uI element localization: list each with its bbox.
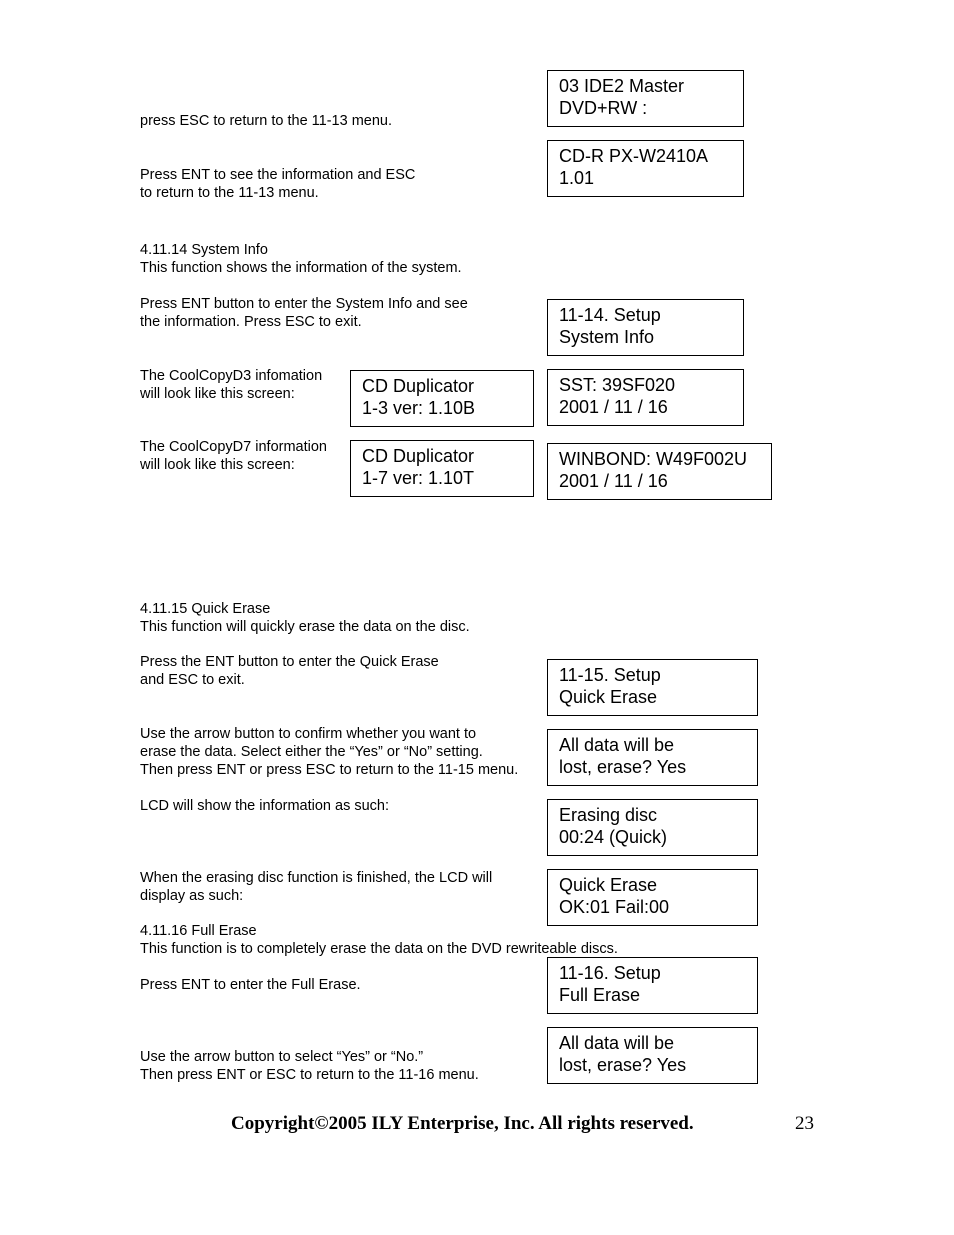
lcd-line: Erasing disc <box>559 805 658 825</box>
text-line: Press the ENT button to enter the Quick Erase <box>140 654 439 670</box>
text-line: Then press ENT or ESC to return to the 11-16 menu. <box>140 1067 479 1083</box>
lcd-line: 11-15. Setup <box>559 665 661 685</box>
text-line: erase the data. Select either the “Yes” or “No” setting. <box>140 744 483 760</box>
lcd-line: Quick Erase <box>559 686 658 707</box>
lcd-line: CD Duplicator <box>362 376 475 396</box>
lcd-line: OK:01 Fail:00 <box>559 896 670 917</box>
lcd-screen-setup-full-erase <box>547 957 758 1014</box>
section-heading: 4.11.16 Full Erase <box>140 923 257 939</box>
lcd-screen-setup-system-info <box>547 299 744 356</box>
section-heading: 4.11.15 Quick Erase <box>140 601 271 617</box>
text-line: the information. Press ESC to exit. <box>140 314 362 330</box>
section-heading: 4.11.14 System Info <box>140 242 268 258</box>
instruction-quick-erase-confirm <box>140 725 518 779</box>
text-line: LCD will show the information as such: <box>140 798 390 814</box>
lcd-line: lost, erase? Yes <box>559 1054 687 1075</box>
lcd-screen-quick-erase-confirm <box>547 729 758 786</box>
lcd-screen-quick-erase-result <box>547 869 758 926</box>
note-coolcopy-d7 <box>140 438 327 474</box>
lcd-line: WINBOND: W49F002U <box>559 449 748 469</box>
text-line: will look like this screen: <box>140 457 295 473</box>
text-line: press ESC to return to the 11-13 menu. <box>140 113 393 129</box>
text-line: will look like this screen: <box>140 386 295 402</box>
copyright-footer: Copyright©2005 ILY Enterprise, Inc. All rights reserved. <box>231 1113 694 1134</box>
lcd-line: 2001 / 11 / 16 <box>559 396 668 417</box>
text-line: Use the arrow button to confirm whether you want to <box>140 726 477 742</box>
text-line: This function is to completely erase the data on the DVD rewriteable discs. <box>140 941 618 957</box>
text-line: Press ENT to enter the Full Erase. <box>140 977 361 993</box>
lcd-line: 1.01 <box>559 167 595 188</box>
lcd-screen-d7-duplicator <box>350 440 534 497</box>
instruction-ent-info <box>140 166 415 202</box>
lcd-line: All data will be <box>559 1033 675 1053</box>
note-erase-finished <box>140 869 492 905</box>
text-line: The CoolCopyD3 infomation <box>140 368 323 384</box>
text-line: Press ENT button to enter the System Info and see <box>140 296 468 312</box>
lcd-line: 00:24 (Quick) <box>559 826 668 847</box>
lcd-screen-setup-quick-erase <box>547 659 758 716</box>
lcd-screen-full-erase-confirm <box>547 1027 758 1084</box>
lcd-line: lost, erase? Yes <box>559 756 687 777</box>
note-coolcopy-d3 <box>140 367 322 403</box>
lcd-line: 2001 / 11 / 16 <box>559 470 668 491</box>
lcd-line: 11-16. Setup <box>559 963 661 983</box>
section-full-erase <box>140 922 618 958</box>
lcd-line: System Info <box>559 326 655 347</box>
text-line: This function shows the information of the system. <box>140 260 462 276</box>
lcd-line: Full Erase <box>559 984 641 1005</box>
instruction-quick-erase-enter <box>140 653 439 689</box>
lcd-screen-erasing-disc <box>547 799 758 856</box>
text-line: Press ENT to see the information and ESC <box>140 167 416 183</box>
text-line: and ESC to exit. <box>140 672 245 688</box>
instruction-full-erase-enter <box>140 976 361 994</box>
note-lcd-display <box>140 797 389 815</box>
lcd-line: All data will be <box>559 735 675 755</box>
lcd-screen-d3-flash <box>547 369 744 426</box>
instruction-system-info <box>140 295 468 331</box>
page-number: 23 <box>795 1113 814 1134</box>
lcd-line: 03 IDE2 Master <box>559 76 685 96</box>
lcd-line: 11-14. Setup <box>559 305 661 325</box>
text-line: to return to the 11-13 menu. <box>140 185 319 201</box>
lcd-line: CD-R PX-W2410A <box>559 146 709 166</box>
text-line: This function will quickly erase the data on the disc. <box>140 619 470 635</box>
lcd-screen-cdr-info <box>547 140 744 197</box>
text-line: display as such: <box>140 888 244 904</box>
section-system-info <box>140 241 462 277</box>
lcd-line: Quick Erase <box>559 875 658 895</box>
lcd-screen-ide2-master <box>547 70 744 127</box>
lcd-line: CD Duplicator <box>362 446 475 466</box>
section-quick-erase <box>140 600 470 636</box>
instruction-full-erase-confirm <box>140 1048 479 1084</box>
text-line: Use the arrow button to select “Yes” or “No.” <box>140 1049 424 1065</box>
instruction-esc-return <box>140 112 392 130</box>
text-line: The CoolCopyD7 information <box>140 439 327 455</box>
lcd-screen-d7-flash <box>547 443 772 500</box>
text-line: Then press ENT or press ESC to return to the 11-15 menu. <box>140 762 519 778</box>
text-line: When the erasing disc function is finished, the LCD will <box>140 870 493 886</box>
lcd-line: SST: 39SF020 <box>559 375 676 395</box>
lcd-line: 1-3 ver: 1.10B <box>362 397 476 418</box>
lcd-screen-d3-duplicator <box>350 370 534 427</box>
lcd-line: DVD+RW : <box>559 97 648 118</box>
lcd-line: 1-7 ver: 1.10T <box>362 467 475 488</box>
